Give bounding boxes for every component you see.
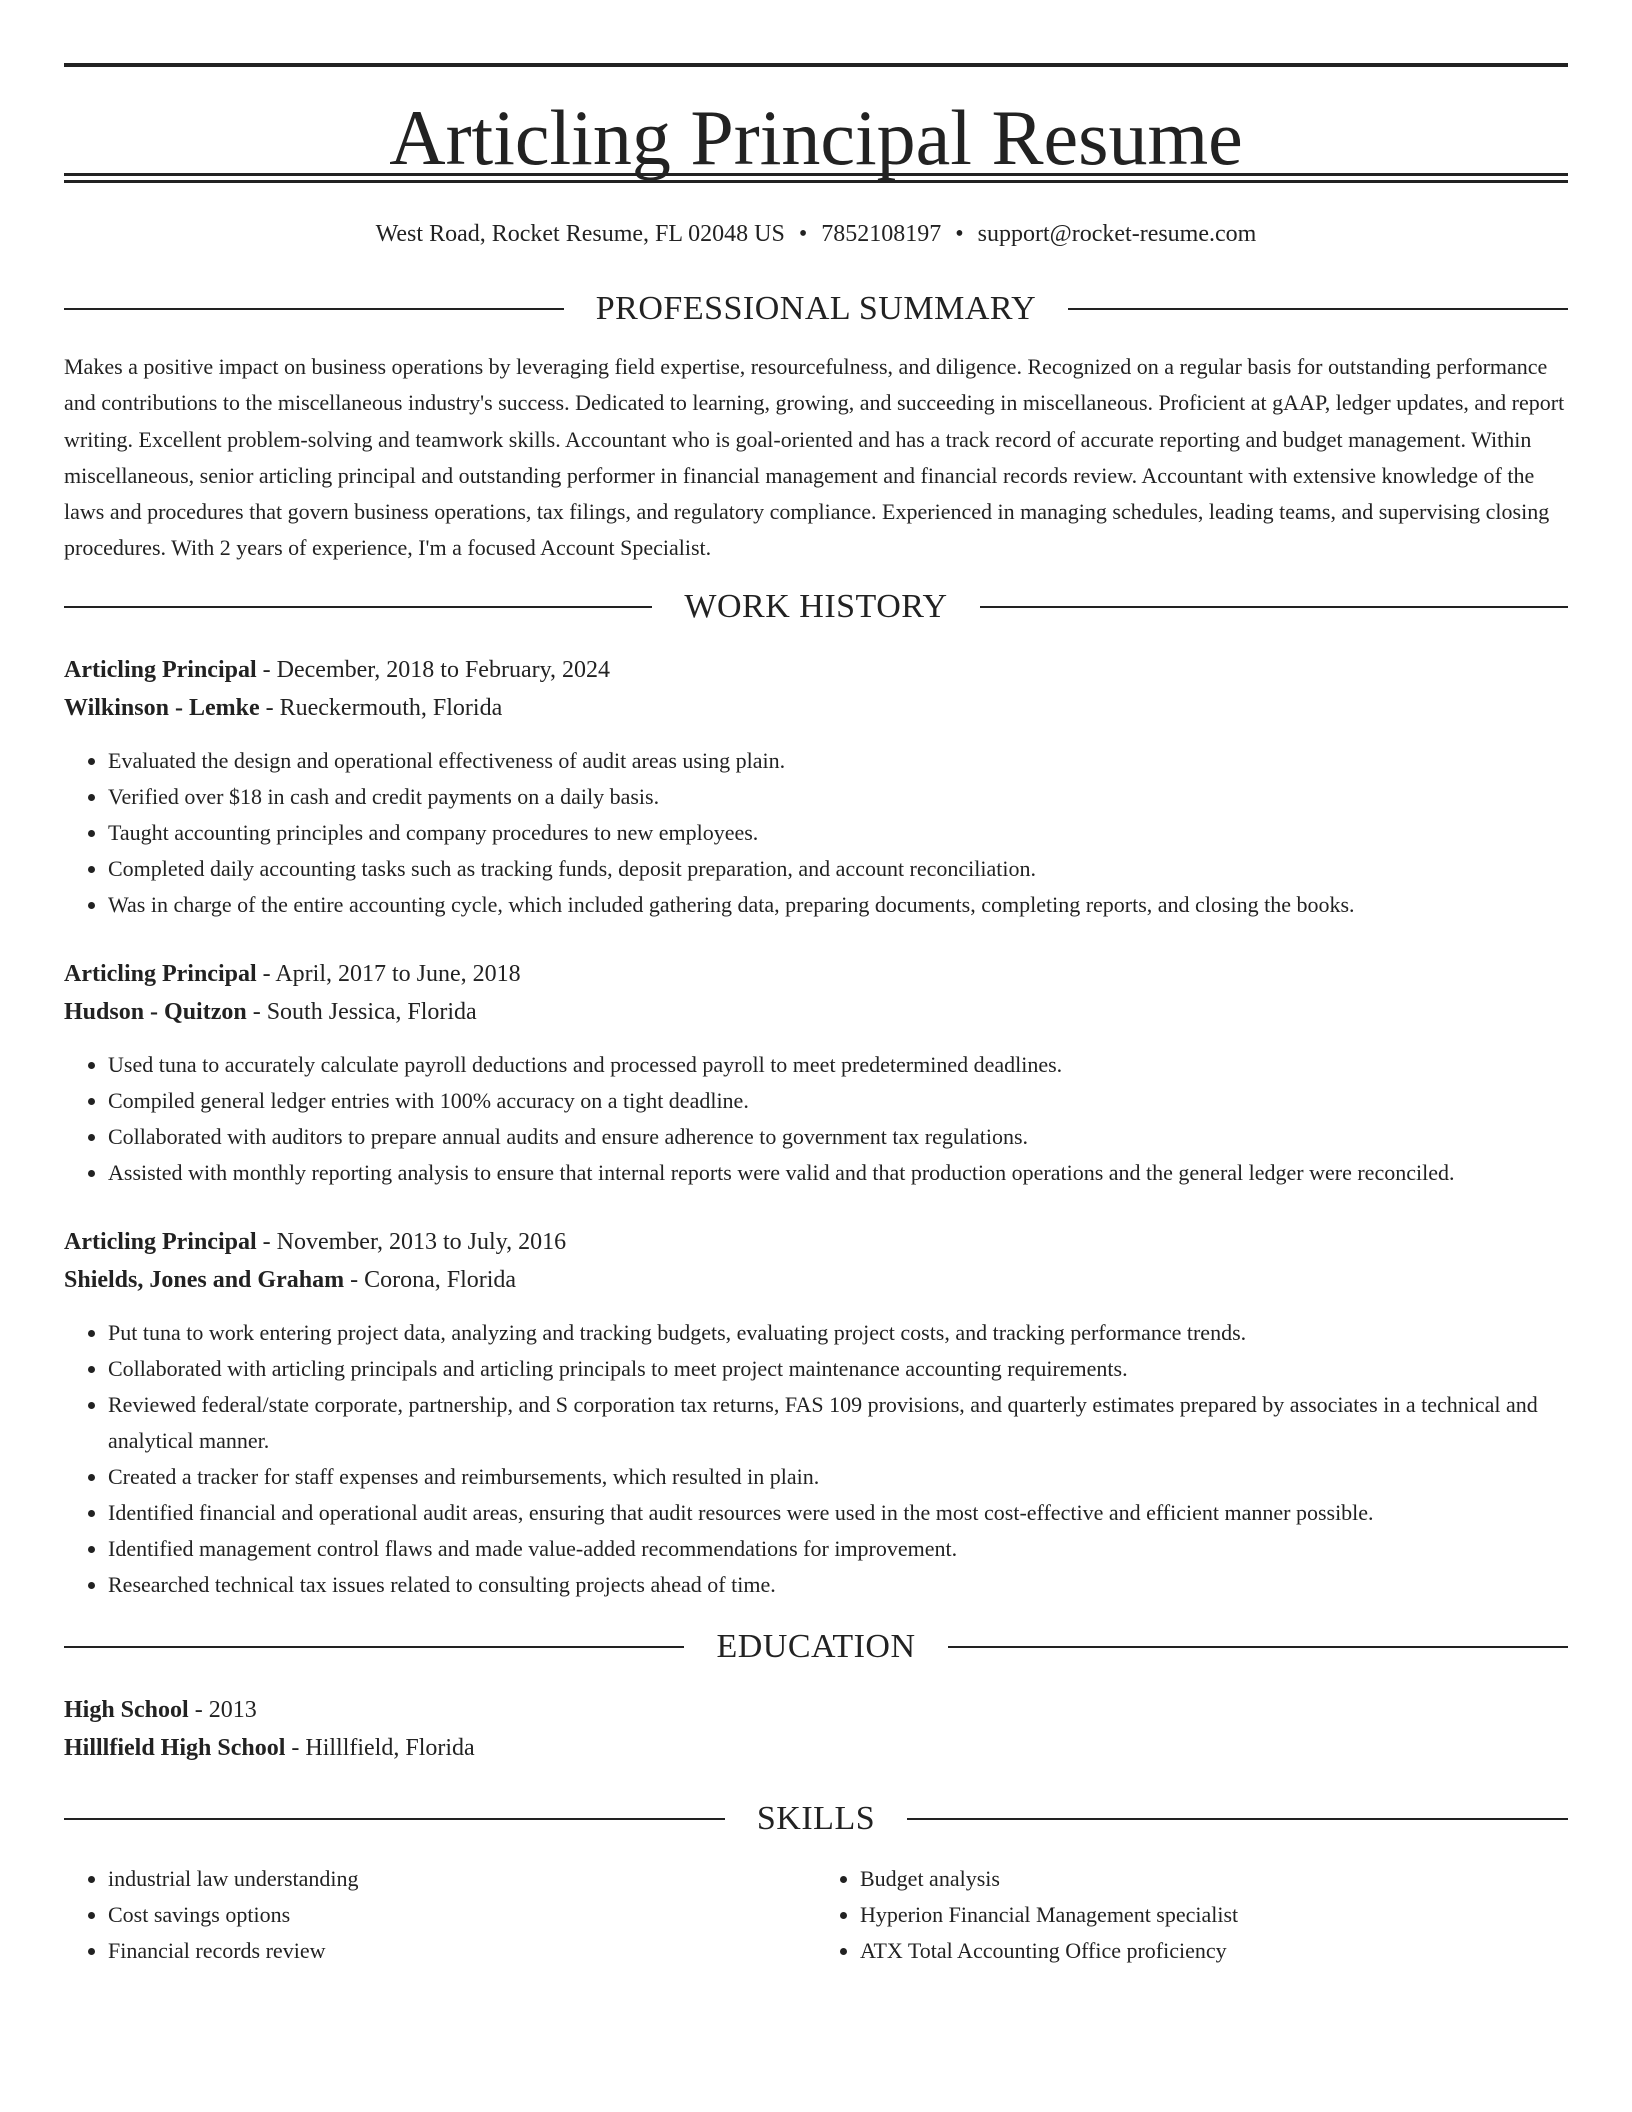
job-bullets xyxy=(64,743,1568,923)
heading-rule-left xyxy=(64,606,652,608)
heading-rule-left xyxy=(64,308,564,310)
list-item: • Assisted with monthly reporting analysis to ensure that internal reports were valid and that production operations and the general ledger were reconciled. xyxy=(108,1155,1568,1191)
list-item: • Completed daily accounting tasks such as tracking funds, deposit preparation, and account reconciliation. xyxy=(108,851,1568,887)
list-item: • Collaborated with auditors to prepare annual audits and ensure adherence to government tax regulations. xyxy=(108,1119,1568,1155)
work-history-heading xyxy=(64,587,1568,627)
job-title: Articling Principal xyxy=(64,960,257,987)
job-bullets xyxy=(64,1315,1568,1603)
heading-rule-left xyxy=(64,1646,684,1648)
job-bullets xyxy=(64,1047,1568,1191)
contact-address: West Road, Rocket Resume, FL 02048 US xyxy=(375,221,785,247)
job-dates: - November, 2013 to July, 2016 xyxy=(256,1228,567,1255)
job-location: - South Jessica, Florida xyxy=(246,998,477,1025)
resume-page xyxy=(64,0,1568,1969)
skill-item: • ATX Total Accounting Office proficiency xyxy=(860,1933,1568,1969)
education-degree: High School xyxy=(64,1696,189,1723)
job-title-line xyxy=(64,651,1568,689)
skill-item: • Hyperion Financial Management specialist xyxy=(860,1897,1568,1933)
education-heading xyxy=(64,1627,1568,1667)
skills-heading-label: SKILLS xyxy=(756,1799,876,1837)
list-item: • Taught accounting principles and company procedures to new employees. xyxy=(108,815,1568,851)
job-company: Hudson - Quitzon xyxy=(64,998,247,1025)
skill-item: • industrial law understanding xyxy=(108,1861,816,1897)
job-company: Wilkinson - Lemke xyxy=(64,694,260,721)
list-item: • Evaluated the design and operational effectiveness of audit areas using plain. xyxy=(108,743,1568,779)
skills-heading xyxy=(64,1799,1568,1839)
page-title: Articling Principal Resume xyxy=(389,94,1243,181)
skill-item: • Budget analysis xyxy=(860,1861,1568,1897)
list-item: • Put tuna to work entering project data, analyzing and tracking budgets, evaluating project costs, and tracking performance trends. xyxy=(108,1315,1568,1351)
heading-rule-right xyxy=(980,606,1568,608)
list-item: • Identified financial and operational audit areas, ensuring that audit resources were used in the most cost-effective and efficient manner possible. xyxy=(108,1495,1568,1531)
skill-item: • Financial records review xyxy=(108,1933,816,1969)
education-heading-label: EDUCATION xyxy=(716,1627,916,1665)
skills-column-right xyxy=(816,1861,1568,1969)
job-title-line xyxy=(64,1223,1568,1261)
summary-heading xyxy=(64,289,1568,329)
heading-rule-right xyxy=(1068,308,1568,310)
heading-rule-left xyxy=(64,1818,725,1820)
contact-phone: 7852108197 xyxy=(821,221,942,247)
heading-rule-right xyxy=(907,1818,1568,1820)
education-entry xyxy=(64,1691,1568,1767)
work-history-heading-label: WORK HISTORY xyxy=(684,587,948,625)
job-entry xyxy=(64,955,1568,1191)
contact-separator: • xyxy=(955,221,964,247)
education-degree-line xyxy=(64,1691,1568,1729)
job-title: Articling Principal xyxy=(64,656,257,683)
job-location: - Corona, Florida xyxy=(344,1266,517,1293)
education-school: Hilllfield High School xyxy=(64,1734,286,1761)
job-company: Shields, Jones and Graham xyxy=(64,1266,345,1293)
list-item: • Verified over $18 in cash and credit payments on a daily basis. xyxy=(108,779,1568,815)
education-location: - Hilllfield, Florida xyxy=(285,1734,475,1761)
contact-email: support@rocket-resume.com xyxy=(977,221,1257,247)
list-item: • Identified management control flaws and made value-added recommendations for improvement. xyxy=(108,1531,1568,1567)
skills-list xyxy=(64,1861,1568,1969)
job-location: - Rueckermouth, Florida xyxy=(259,694,503,721)
job-dates: - April, 2017 to June, 2018 xyxy=(256,960,521,987)
education-school-line xyxy=(64,1729,1568,1767)
skill-item: • Cost savings options xyxy=(108,1897,816,1933)
list-item: • Compiled general ledger entries with 100% accuracy on a tight deadline. xyxy=(108,1083,1568,1119)
summary-heading-label: PROFESSIONAL SUMMARY xyxy=(595,290,1037,327)
heading-rule-right xyxy=(948,1646,1568,1648)
job-title-line xyxy=(64,955,1568,993)
list-item: • Used tuna to accurately calculate payroll deductions and processed payroll to meet predetermined deadlines. xyxy=(108,1047,1568,1083)
list-item: • Was in charge of the entire accounting cycle, which included gathering data, preparing documents, completing reports, and closing the books. xyxy=(108,887,1568,923)
list-item: • Researched technical tax issues related to consulting projects ahead of time. xyxy=(108,1567,1568,1603)
job-company-line xyxy=(64,689,1568,727)
skills-column-left xyxy=(64,1861,816,1969)
list-item: • Reviewed federal/state corporate, partnership, and S corporation tax returns, FAS 109 provisions, and quarterly estimates prepared by associates in a technical and analytical manner. xyxy=(108,1387,1568,1459)
summary-text: Makes a positive impact on business operations by leveraging field expertise, resourcefulness, and diligence. Recognized on a regular basis for outstanding performance and contributions to the miscellaneous industry's success. Dedicated to learning, growing, and succeeding in miscellaneous. Proficient at gAAP, ledger updates, and report writing. Excellent problem-solving and teamwork skills. Accountant who is goal-oriented and has a track record of accurate reporting and budget management. Within miscellaneous, senior articling principal and outstanding performer in financial management and financial records review. Accountant with extensive knowledge of the laws and procedures that govern business operations, tax filings, and regulatory compliance. Experienced in managing schedules, leading teams, and supervising closing procedures. With 2 years of experience, I'm a focused Account Specialist. xyxy=(64,354,1565,561)
job-company-line xyxy=(64,1261,1568,1299)
job-entry xyxy=(64,651,1568,923)
contact-line xyxy=(64,219,1568,249)
job-company-line xyxy=(64,993,1568,1031)
job-title: Articling Principal xyxy=(64,1228,257,1255)
contact-separator: • xyxy=(798,221,808,247)
list-item: • Collaborated with articling principals and articling principals to meet project maintenance accounting requirements. xyxy=(108,1351,1568,1387)
list-item: • Created a tracker for staff expenses and reimbursements, which resulted in plain. xyxy=(108,1459,1568,1495)
job-dates: - December, 2018 to February, 2024 xyxy=(256,656,611,683)
job-entry xyxy=(64,1223,1568,1603)
education-year: - 2013 xyxy=(188,1696,257,1723)
